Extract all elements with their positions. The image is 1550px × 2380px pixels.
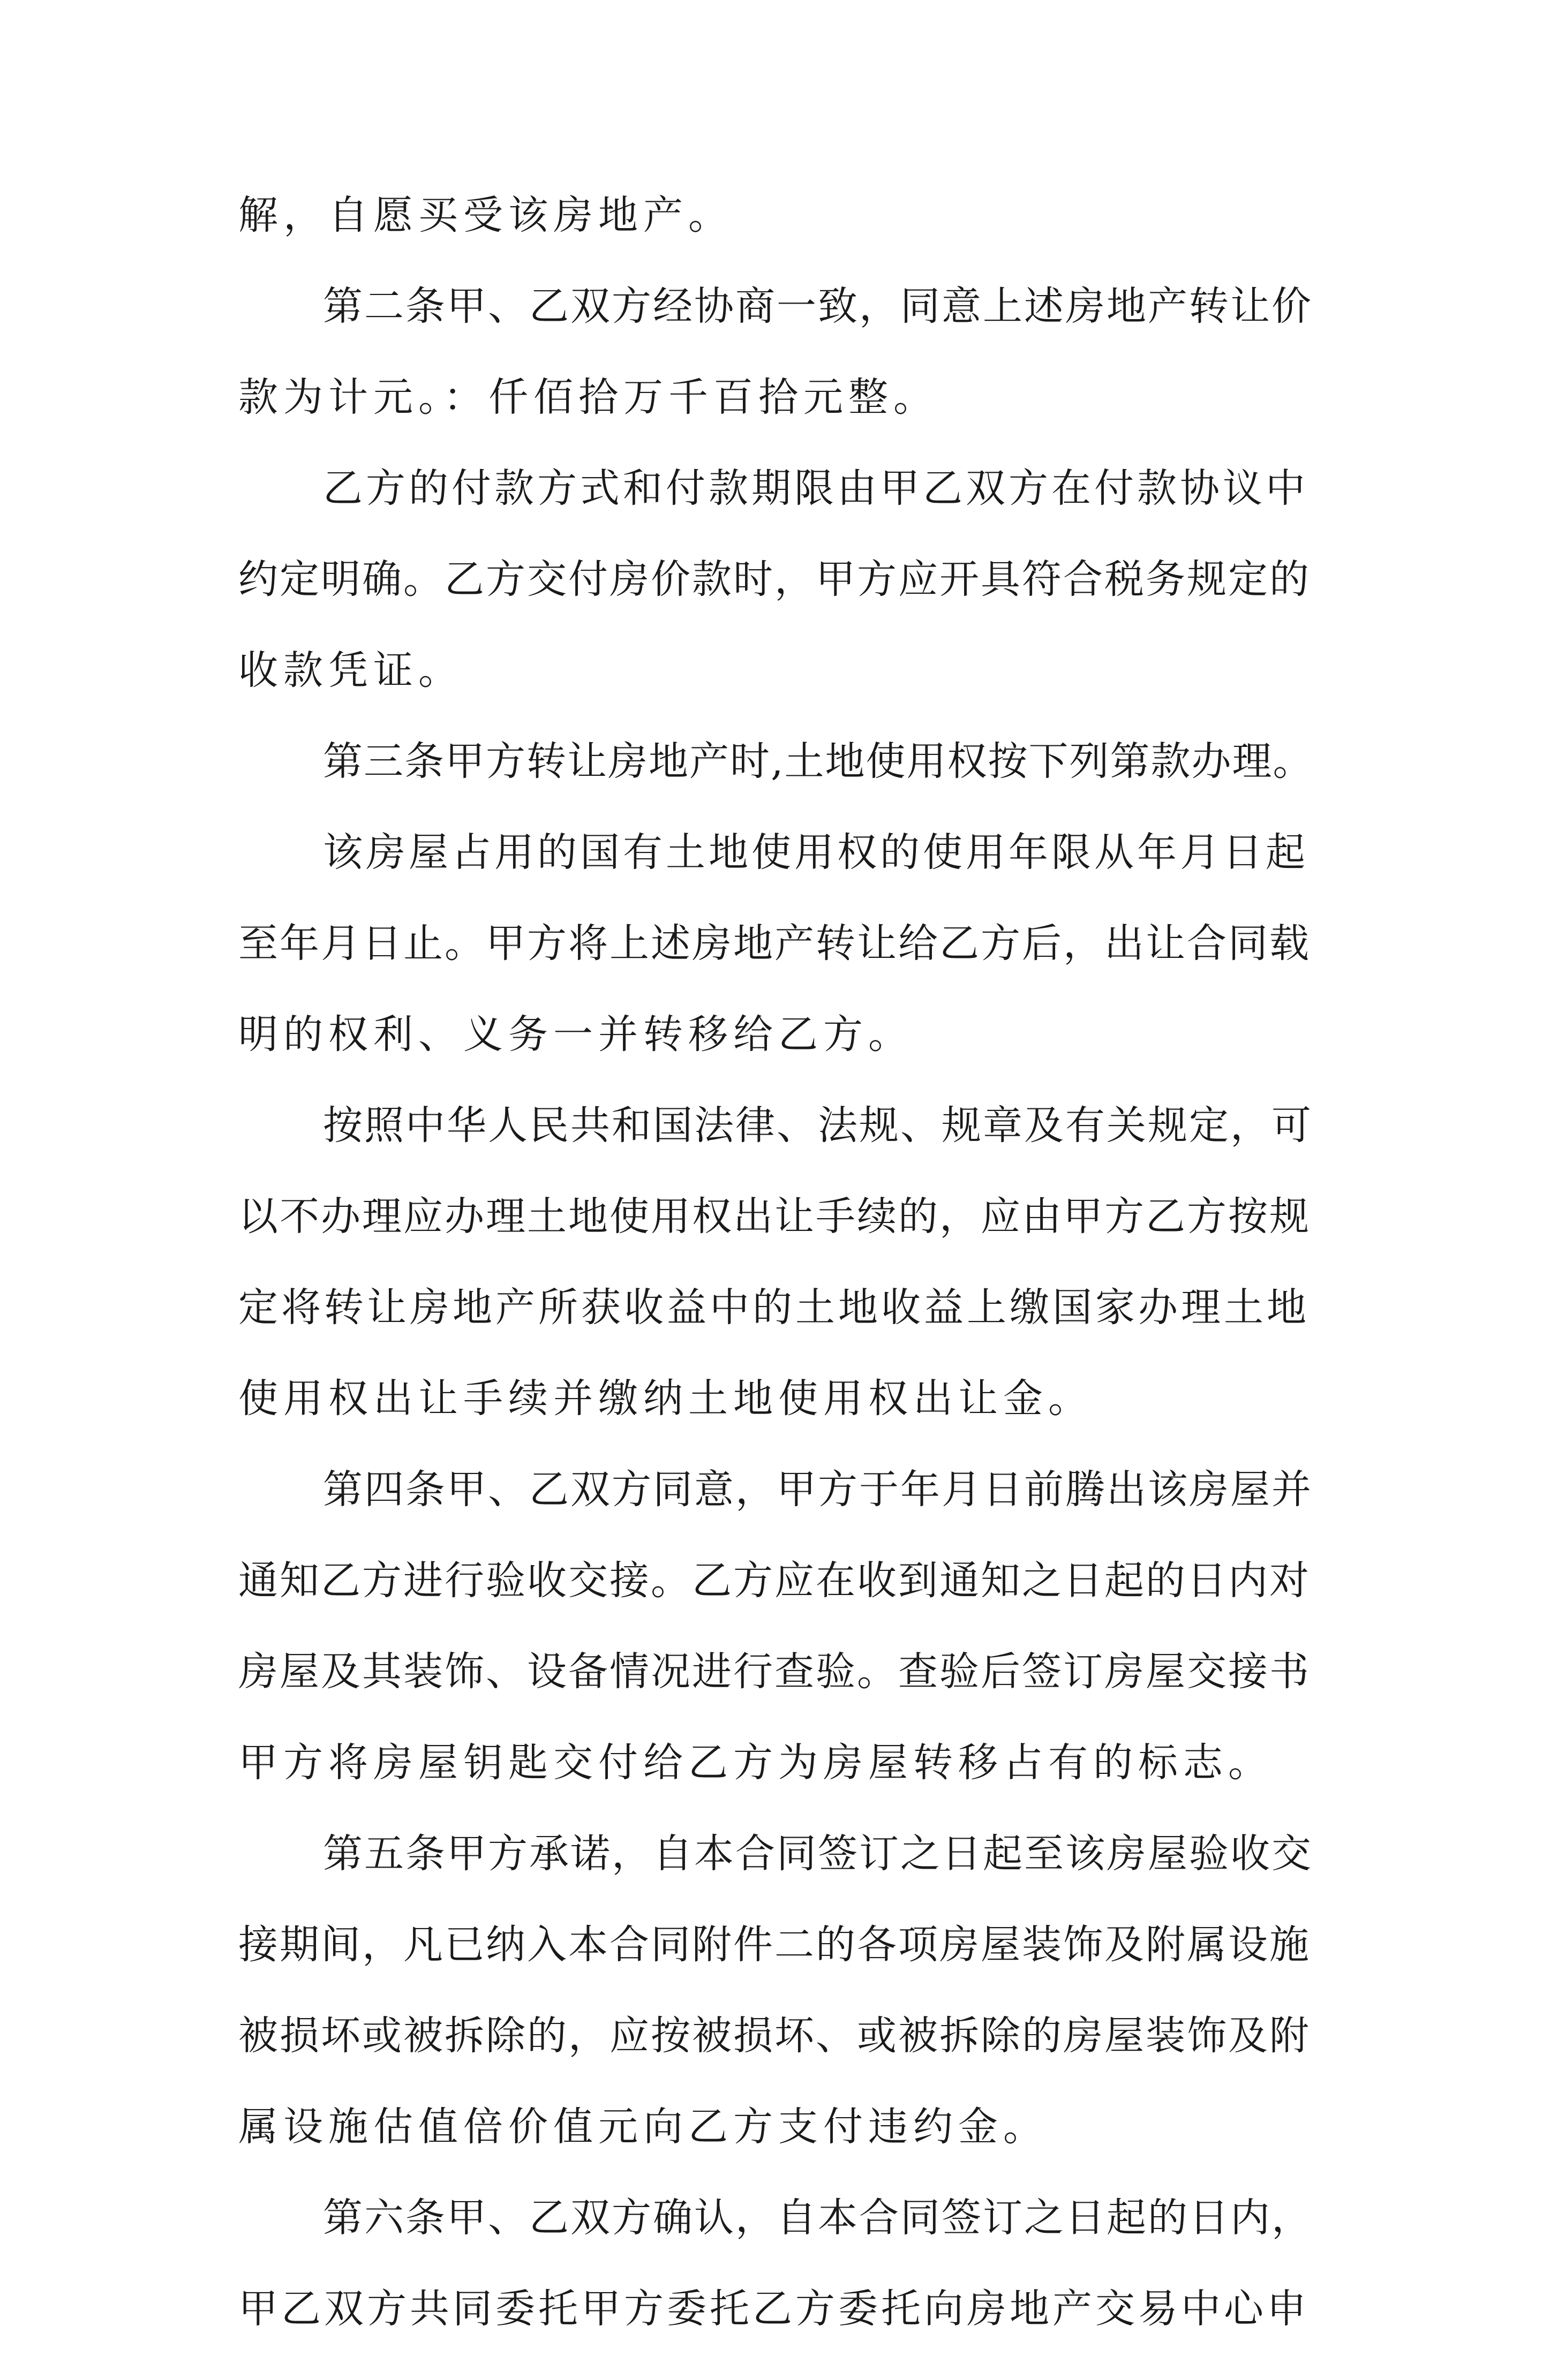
- text-line-6: 收款凭证。: [238, 647, 463, 693]
- text-line-13: 定将转让房地产所获收益中的土地收益上缴国家办理土地: [238, 1285, 1310, 1331]
- text-line-20: 接期间，凡已纳入本合同附件二的各项房屋装饰及附属设施: [238, 1922, 1311, 1968]
- text-line-3: 款为计元。：仟佰拾万千百拾元整。: [238, 374, 938, 420]
- text-line-22: 属设施估值倍价值元向乙方支付违约金。: [238, 2104, 1048, 2150]
- text-line-21: 被损坏或被拆除的，应按被损坏、或被拆除的房屋装饰及附: [238, 2013, 1311, 2059]
- text-line-10: 明的权利、义务一并转移给乙方。: [238, 1011, 913, 1057]
- text-line-8: 该房屋占用的国有土地使用权的使用年限从年月日起: [323, 829, 1308, 875]
- text-line-24: 甲乙双方共同委托甲方委托乙方委托向房地产交易中心申: [238, 2286, 1310, 2332]
- text-line-5: 约定明确。乙方交付房价款时，甲方应开具符合税务规定的: [238, 556, 1311, 602]
- document-page: [238, 192, 1315, 2380]
- text-line-19: 第五条甲方承诺，自本合同签订之日起至该房屋验收交: [323, 1831, 1313, 1877]
- text-line-17: 房屋及其装饰、设备情况进行查验。查验后签订房屋交接书: [238, 1649, 1311, 1695]
- text-line-7: 第三条甲方转让房地产时,土地使用权按下列第款办理。: [323, 738, 1314, 784]
- text-line-15: 第四条甲、乙双方同意，甲方于年月日前腾出该房屋并: [323, 1467, 1313, 1513]
- text-line-4: 乙方的付款方式和付款期限由甲乙双方在付款协议中: [323, 465, 1308, 511]
- text-line-12: 以不办理应办理土地使用权出让手续的，应由甲方乙方按规: [238, 1193, 1311, 1240]
- text-line-23: 第六条甲、乙双方确认，自本合同签订之日起的日内，: [323, 2195, 1313, 2241]
- text-line-9: 至年月日止。甲方将上述房地产转让给乙方后，出让合同载: [238, 920, 1311, 966]
- text-line-16: 通知乙方进行验收交接。乙方应在收到通知之日起的日内对: [238, 1558, 1311, 1604]
- text-line-1: 解，自愿买受该房地产。: [238, 192, 733, 238]
- text-line-11: 按照中华人民共和国法律、法规、规章及有关规定，可: [323, 1102, 1313, 1149]
- text-line-2: 第二条甲、乙双方经协商一致，同意上述房地产转让价: [323, 283, 1313, 329]
- text-line-14: 使用权出让手续并缴纳土地使用权出让金。: [238, 1376, 1093, 1422]
- text-line-18: 甲方将房屋钥匙交付给乙方为房屋转移占有的标志。: [238, 1740, 1273, 1786]
